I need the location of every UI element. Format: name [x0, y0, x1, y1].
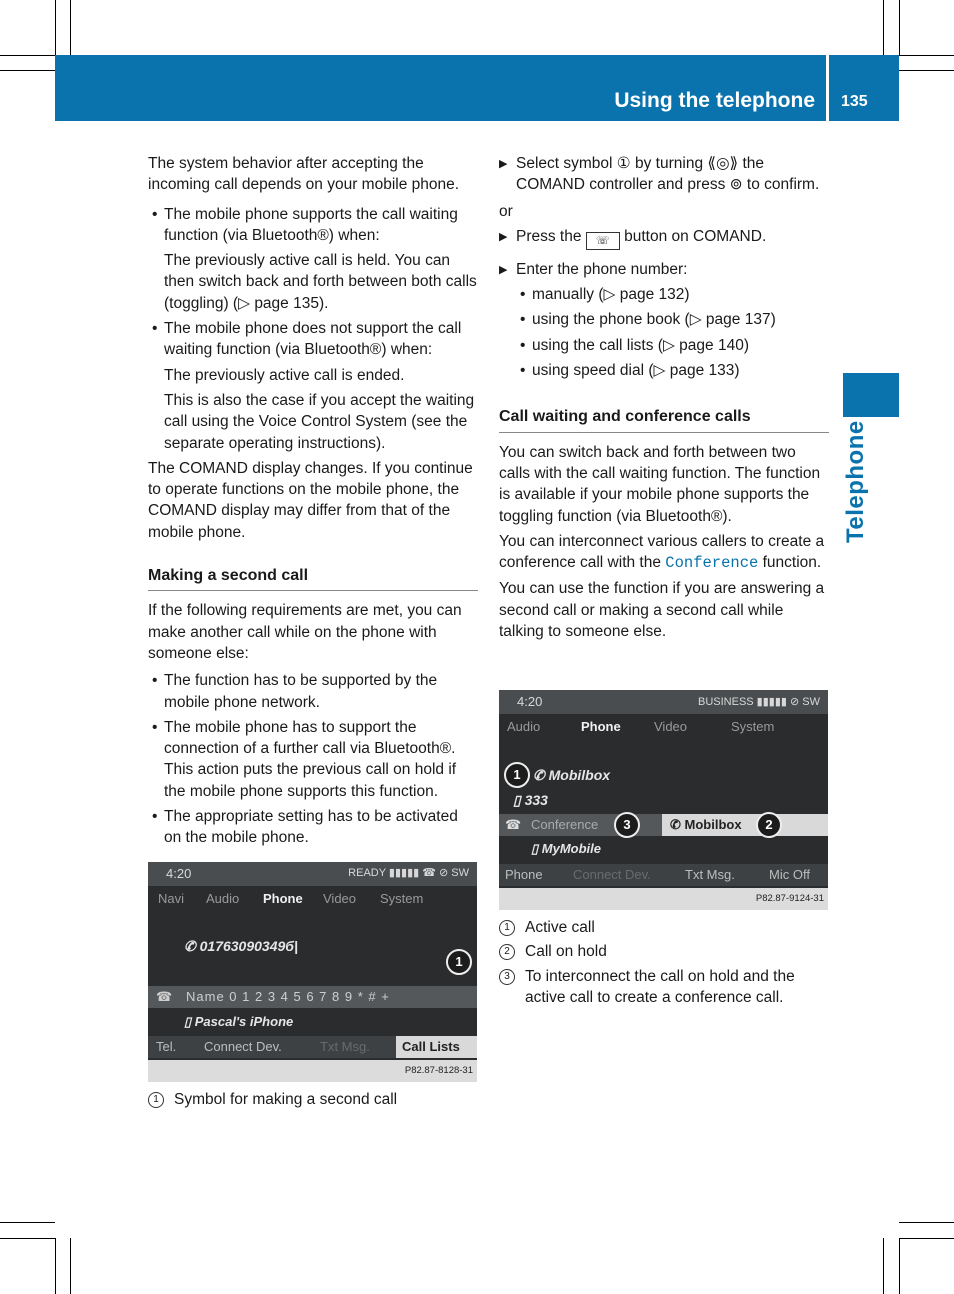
contact-icon: ▯ — [513, 792, 525, 808]
keypad-characters: Name 0 1 2 3 4 5 6 7 8 9 * # + — [186, 989, 390, 1004]
active-call-number — [513, 792, 548, 809]
list-item: • The mobile phone does not support the call waiting function (via Bluetooth®) when: — [148, 318, 478, 361]
bottom-item: Txt Msg. — [320, 1039, 370, 1054]
conference-function-name: Conference — [665, 554, 759, 573]
connected-device — [531, 841, 601, 857]
list-subtext: The previously active call is held. You can then switch back and forth between both calls (toggling) (▷ page 135). — [164, 252, 477, 312]
number-text: 01763090349б| — [199, 938, 298, 954]
main-menu — [499, 716, 828, 738]
screen2-legend — [499, 917, 829, 1008]
menu-item: Video — [654, 719, 688, 734]
section-heading: Call waiting and conference calls — [499, 406, 829, 432]
step-item: ▶ Select symbol ① by turning ⟪◎⟫ the COMAND controller and press ⊚ to confirm. — [499, 153, 829, 196]
intro-text: The system behavior after accepting the incoming call depends on your mobile phone. — [148, 155, 460, 194]
crop-mark — [0, 1222, 55, 1223]
crop-mark — [899, 1222, 954, 1223]
image-reference: P82.87-8128-31 — [148, 1060, 477, 1082]
section-heading: Making a second call — [148, 565, 478, 591]
crop-mark — [0, 70, 55, 71]
menu-item: System — [380, 891, 424, 906]
body-text: You can use the function if you are answering a second call or making a second call while talking to someone else. — [499, 580, 825, 641]
conference-button: Conference — [531, 817, 599, 832]
legend-text: Symbol for making a second call — [174, 1091, 398, 1108]
status-bar — [148, 862, 477, 886]
call-row — [499, 814, 828, 836]
crop-mark — [70, 1238, 71, 1294]
bottom-item-selected: Call Lists — [396, 1036, 477, 1058]
device-name: Pascal's iPhone — [194, 1014, 294, 1029]
menu-item: Navi — [158, 891, 185, 906]
device-name: MyMobile — [541, 841, 601, 856]
number-badge: 1 — [148, 1092, 164, 1108]
step-text: Press the — [516, 227, 582, 245]
active-call — [533, 767, 610, 784]
menu-item-active: Phone — [263, 891, 303, 906]
bottom-item: Phone — [505, 867, 543, 882]
bottom-item: Connect Dev. — [573, 867, 651, 882]
step-item — [499, 226, 829, 250]
menu-item: Video — [323, 891, 357, 906]
crop-mark — [883, 1238, 884, 1294]
page-number: 135 — [841, 93, 868, 110]
device-icon: ▯ — [184, 1014, 195, 1029]
legend-item — [499, 917, 829, 938]
number-badge: 1 — [499, 920, 515, 936]
list-item: • using speed dial (▷ page 133) — [499, 360, 829, 381]
comand-screenshot-1 — [148, 862, 477, 1082]
image-reference: P82.87-9124-31 — [499, 888, 828, 910]
crop-mark — [70, 0, 71, 55]
status-indicators: BUSINESS ▮▮▮▮▮ ⊘ SW — [698, 696, 820, 708]
marker-1: 1 — [504, 762, 530, 788]
step-text: button on COMAND. — [624, 227, 767, 245]
number-badge: 2 — [499, 944, 515, 960]
legend-text: To interconnect the call on hold and the active call to create a conference call. — [525, 967, 795, 1006]
crop-mark — [883, 0, 884, 55]
list-item: • manually (▷ page 132) — [499, 284, 829, 305]
bottom-item: Txt Msg. — [685, 867, 735, 882]
body-text: You can switch back and forth between two calls with the call waiting function. The function is available if your mobile phone supports the toggling function (via Bluetooth®). — [499, 443, 821, 525]
right-column — [499, 153, 829, 642]
comand-screenshot-2 — [499, 690, 828, 910]
crop-mark — [899, 1238, 900, 1294]
caller-number: 333 — [524, 792, 548, 808]
phone-icon: ✆ — [533, 767, 549, 783]
crop-mark — [899, 55, 954, 56]
list-item: • The mobile phone has to support the connection of a further call via Bluetooth®. This action puts the previous call on hold if the mobile phone supports this function. — [148, 717, 478, 802]
bottom-item: Connect Dev. — [204, 1039, 282, 1054]
crop-mark — [0, 55, 55, 56]
left-column — [148, 153, 478, 849]
phone-icon: ✆ — [670, 817, 685, 832]
list-item: • The appropriate setting has to be activated on the mobile phone. — [148, 806, 478, 849]
chapter-label: Telephone — [842, 420, 869, 543]
legend-text: Call on hold — [525, 943, 607, 961]
crop-mark — [899, 0, 900, 55]
crop-mark — [0, 1238, 55, 1239]
hangup-icon: ☎ — [156, 989, 173, 1004]
body-text — [499, 531, 829, 575]
body-text: The COMAND display changes. If you continue to operate functions on the mobile phone, the COMAND display may differ from that of the mobile phone. — [148, 459, 473, 541]
clock: 4:20 — [517, 694, 543, 709]
list-subtext: This is also the case if you accept the waiting call using the Voice Control System (see the separate operating instructions). — [164, 391, 475, 452]
menu-item-active: Phone — [581, 719, 621, 734]
main-menu — [148, 888, 477, 910]
legend-text: Active call — [525, 919, 595, 936]
menu-item: Audio — [507, 719, 541, 734]
body-text-part: You can interconnect various callers to create a conference call with the — [499, 532, 825, 572]
device-icon: ▯ — [531, 841, 542, 856]
section-title: Using the telephone — [614, 89, 815, 112]
header-divider — [826, 55, 829, 121]
legend-item — [499, 941, 829, 962]
bottom-item: Tel. — [156, 1039, 177, 1054]
crop-mark — [899, 70, 954, 71]
crop-mark — [55, 1238, 56, 1294]
hangup-icon: ☎ — [505, 817, 522, 832]
marker-2: 2 — [756, 812, 782, 838]
menu-item: System — [731, 719, 775, 734]
bottom-item: Mic Off — [769, 867, 810, 882]
dialed-number — [184, 938, 298, 955]
list-item: • The mobile phone supports the call waiting function (via Bluetooth®) when: — [148, 204, 478, 247]
chapter-tab — [843, 373, 899, 417]
crop-mark — [899, 1238, 954, 1239]
menu-item: Audio — [206, 891, 240, 906]
held-call — [662, 814, 828, 836]
body-text: If the following requirements are met, you can make another call while on the phone with someone else: — [148, 602, 462, 662]
list-item: • The function has to be supported by the mobile phone network. — [148, 670, 478, 713]
marker-3: 3 — [614, 812, 640, 838]
screen1-caption — [148, 1089, 478, 1110]
bottom-menu — [499, 864, 828, 886]
step-item: ▶ Enter the phone number: — [499, 259, 829, 280]
legend-item — [499, 966, 829, 1009]
legend-item — [148, 1089, 478, 1110]
bottom-menu — [148, 1036, 477, 1058]
body-text-part: function. — [762, 554, 822, 572]
keypad-row — [148, 986, 477, 1008]
page-header — [55, 55, 899, 121]
marker-1: 1 — [446, 949, 472, 975]
status-bar — [499, 690, 828, 714]
list-item: • using the call lists (▷ page 140) — [499, 335, 829, 356]
number-badge: 3 — [499, 969, 515, 985]
list-item: • using the phone book (▷ page 137) — [499, 309, 829, 330]
status-indicators: READY ▮▮▮▮▮ ☎ ⊘ SW — [348, 867, 469, 879]
body-text: or — [499, 202, 513, 220]
connected-device — [184, 1014, 293, 1030]
phone-icon: ✆ — [184, 938, 200, 954]
list-subtext: The previously active call is ended. — [164, 366, 405, 384]
clock: 4:20 — [166, 866, 192, 881]
held-caller: Mobilbox — [684, 817, 742, 832]
caller-name: Mobilbox — [548, 767, 611, 783]
crop-mark — [55, 0, 56, 55]
phone-button-icon: ☏ — [586, 232, 620, 250]
